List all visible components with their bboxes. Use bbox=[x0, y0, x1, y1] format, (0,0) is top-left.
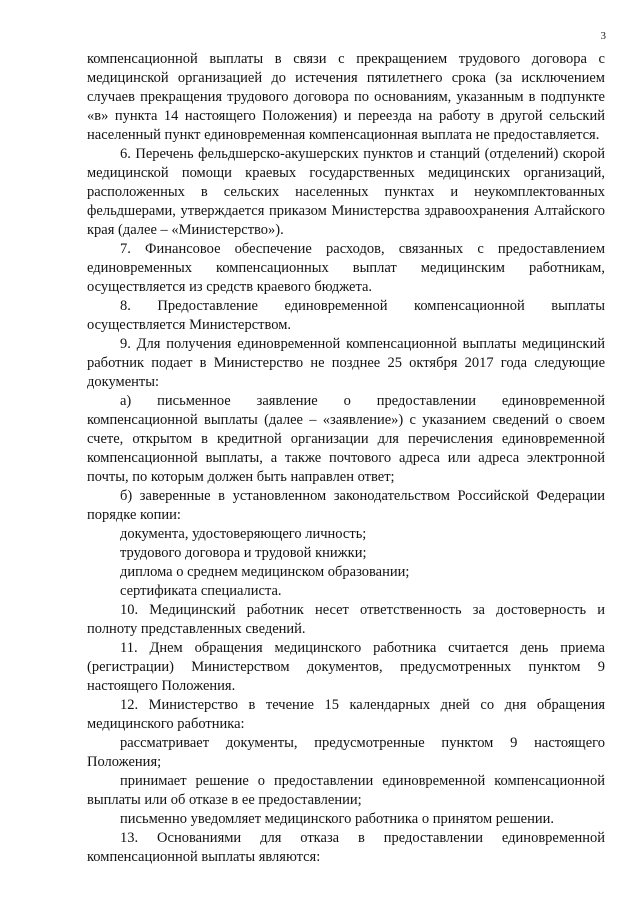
subitem-b: б) заверенные в установленном законодательством Российской Федерации порядке копии: bbox=[87, 488, 605, 523]
document-list-item: трудового договора и трудовой книжки; bbox=[120, 545, 367, 561]
paragraph-item-12: 12. Министерство в течение 15 календарных дней со дня обращения медицинского работника: bbox=[87, 697, 605, 732]
paragraph-item-13: 13. Основаниями для отказа в предоставлении единовременной компенсационной выплаты являются: bbox=[87, 830, 605, 865]
action-list-item: письменно уведомляет медицинского работника о принятом решении. bbox=[120, 811, 555, 827]
document-list-item: сертификата специалиста. bbox=[120, 583, 282, 599]
action-list-item: принимает решение о предоставлении единовременной компенсационной выплаты или об отказе в ее предоставлении; bbox=[87, 773, 605, 808]
paragraph-item-11: 11. Днем обращения медицинского работника считается день приема (регистрации) Министерством документов, предусмотренных пунктом 9 настоящего Положения. bbox=[87, 640, 605, 694]
paragraph-continuation: компенсационной выплаты в связи с прекращением трудового договора с медицинской организацией до истечения пятилетнего срока (за исключением случаев прекращения трудового договора по основаниям, указанным в подпункте «в» пункта 14 настоящего Положения) и переезда на работу в другой сельский населенный пункт единовременная компенсационная выплата не предоставляется. bbox=[87, 51, 605, 143]
document-list-item: диплома о среднем медицинском образовании; bbox=[120, 564, 410, 580]
subitem-a: а) письменное заявление о предоставлении единовременной компенсационной выплаты (далее – «заявление») с указанием сведений о своем счете, открытом в кредитной организации для перечисления единовременной компенсационной выплаты, а также почтового адреса или адреса электронной почты, по которым должен быть направлен ответ; bbox=[87, 393, 605, 485]
paragraph-item-9: 9. Для получения единовременной компенсационной выплаты медицинский работник подает в Министерство не позднее 25 октября 2017 года следующие документы: bbox=[87, 336, 605, 390]
paragraph-item-6: 6. Перечень фельдшерско-акушерских пунктов и станций (отделений) скорой медицинской помощи краевых государственных медицинских организаций, расположенных в сельских населенных пунктах и неукомплектованных фельдшерами, утверждается приказом Министерства здравоохранения Алтайского края (далее – «Министерство»). bbox=[87, 146, 605, 238]
page-number: 3 bbox=[600, 30, 606, 42]
paragraph-item-7: 7. Финансовое обеспечение расходов, связанных с предоставлением единовременных компенсационных выплат медицинским работникам, осуществляется из средств краевого бюджета. bbox=[87, 241, 605, 295]
document-body bbox=[87, 50, 605, 867]
paragraph-item-8: 8. Предоставление единовременной компенсационной выплаты осуществляется Министерством. bbox=[87, 298, 605, 333]
action-list-item: рассматривает документы, предусмотренные пунктом 9 настоящего Положения; bbox=[87, 735, 605, 770]
paragraph-item-10: 10. Медицинский работник несет ответственность за достоверность и полноту представленных сведений. bbox=[87, 602, 605, 637]
document-list-item: документа, удостоверяющего личность; bbox=[120, 526, 367, 542]
